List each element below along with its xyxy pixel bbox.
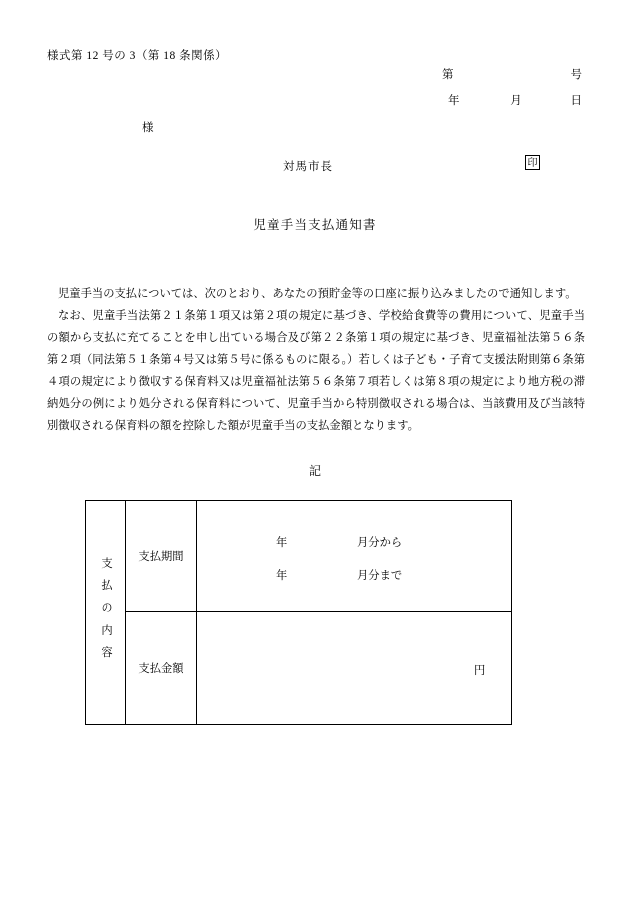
payment-details-table — [85, 500, 512, 725]
payment-amount-label: 支払金額 — [126, 612, 197, 725]
document-number-block — [440, 66, 590, 108]
document-date-row — [440, 92, 590, 108]
addressee-line — [110, 119, 155, 135]
payment-amount-value — [197, 612, 512, 725]
date-year-label: 年 — [448, 95, 460, 107]
table-row-header-vertical — [86, 501, 126, 725]
issuer-name: 対馬市長 — [283, 161, 333, 173]
document-number-label: 第 — [442, 69, 454, 81]
period-from-month: 月分から — [357, 537, 403, 549]
form-number: 様式第 12 号の 3（第 18 条関係） — [47, 50, 228, 62]
period-to-month: 月分まで — [357, 570, 403, 582]
body-paragraph-1: 児童手当の支払については、次のとおり、あなたの預貯金等の口座に振り込みましたので通知します。 — [58, 288, 577, 300]
payment-period-rows — [197, 501, 511, 611]
period-to-year: 年 — [276, 570, 288, 582]
page-title: 児童手当支払通知書 — [253, 218, 377, 232]
table-row — [86, 501, 512, 612]
body-paragraph-2: なお、児童手当法第２１条第１項又は第２項の規定に基づき、学校給食費等の費用について、児童手当の額から支払に充てることを申し出ている場合及び第２２条第１項の規定に基づき、児童福祉法第５６条第２項（同法第５１条第４号又は第５号に係るものに限る。）若しくは子ども・子育て支援法附則第６条第４項の規定により徴収する保育料又は児童福祉法第５６条第７項若しくは第８項の規定により地方税の滞納処分の例により処分される保育料について、児童手当から特別徴収される場合は、当該費用及び当該特別徴収される保育料の額を控除した額が児童手当の支払金額となります。 — [47, 310, 585, 432]
period-from-year: 年 — [276, 537, 288, 549]
document-number-row — [440, 66, 590, 82]
payment-amount-row — [197, 612, 511, 724]
body-text — [47, 283, 585, 437]
payment-details-table-wrapper — [85, 500, 512, 725]
document-number-suffix: 号 — [570, 69, 582, 81]
payment-amount-unit: 円 — [474, 665, 486, 677]
payment-period-value — [197, 501, 512, 612]
payment-period-label: 支払期間 — [126, 501, 197, 612]
seal-stamp-icon: 印 — [525, 155, 540, 170]
date-day-label: 日 — [570, 95, 582, 107]
table-row — [86, 612, 512, 725]
addressee-honorific: 様 — [142, 122, 155, 134]
ki-mark: 記 — [308, 464, 321, 478]
date-month-label: 月 — [510, 95, 522, 107]
table-row-header-text: 支払の内容 — [100, 556, 112, 669]
